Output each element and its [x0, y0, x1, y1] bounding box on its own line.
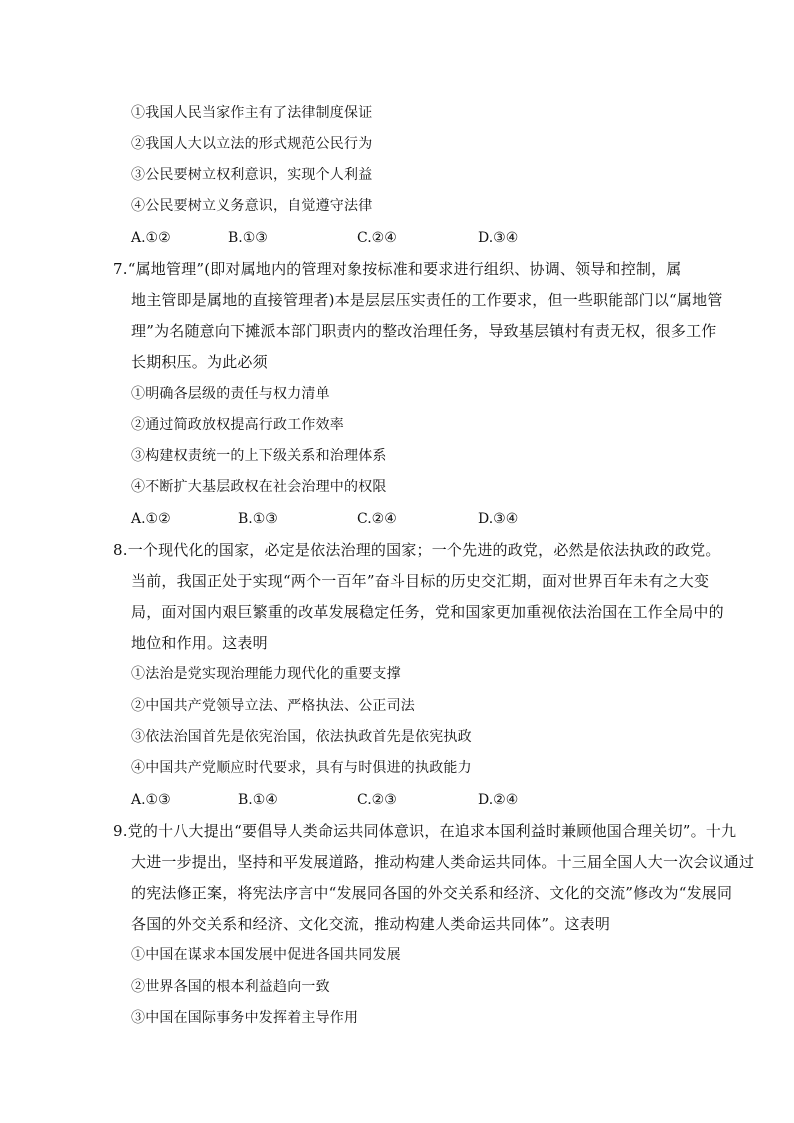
q7-choice-a: A.①②: [131, 511, 171, 527]
q6-option-2: ②我国人大以立法的形式规范公民行为: [131, 136, 373, 152]
q9-stem-line-4: 各国的外交关系和经济、文化交流，推动构建人类命运共同体”。这表明: [131, 915, 611, 933]
q9-option-2: ②世界各国的根本利益趋向一致: [131, 979, 330, 995]
q6-option-4: ④公民要树立义务意识，自觉遵守法律: [131, 198, 373, 214]
q7-stem-line-3: 理”为名随意向下摊派本部门职责内的整改治理任务，导致基层镇村有责无权，很多工作: [131, 322, 717, 340]
q8-option-1: ①法治是党实现治理能力现代化的重要支撑: [131, 666, 401, 682]
q8-option-2: ②中国共产党领导立法、严格执法、公正司法: [131, 698, 415, 714]
q9-stem-line-3: 的宪法修正案，将宪法序言中“发展同各国的外交关系和经济、文化的交流”修改为“发展同: [131, 884, 733, 902]
q7-stem-line-2: 地主管即是属地的直接管理者)本是层层压实责任的工作要求，但一些职能部门以“属地管: [131, 291, 723, 309]
q8-stem-line-1: 8.一个现代化的国家，必定是依法治理的国家；一个先进的政党，必然是依法执政的政党。: [113, 541, 721, 559]
q8-stem-line-4: 地位和作用。这表明: [131, 634, 268, 652]
q6-choice-c: C.②④: [357, 230, 397, 246]
q8-choice-d: D.②④: [478, 792, 519, 808]
q8-choice-c: C.②③: [357, 792, 397, 808]
q7-option-3: ③构建权责统一的上下级关系和治理体系: [131, 448, 387, 464]
q6-choice-a: A.①②: [131, 230, 171, 246]
q8-choice-a: A.①③: [131, 792, 171, 808]
q6-choice-d: D.③④: [478, 230, 519, 246]
q7-option-2: ②通过简政放权提高行政工作效率: [131, 417, 344, 433]
q9-stem-line-2: 大进一步提出，坚持和平发展道路，推动构建人类命运共同体。十三届全国人大一次会议通过: [131, 853, 755, 871]
q6-option-3: ③公民要树立权利意识，实现个人利益: [131, 167, 373, 183]
q7-stem-line-4: 长期积压。为此必须: [131, 353, 268, 371]
q7-choice-d: D.③④: [478, 511, 519, 527]
q7-option-4: ④不断扩大基层政权在社会治理中的权限: [131, 479, 387, 495]
q8-option-3: ③依法治国首先是依宪治国，依法执政首先是依宪执政: [131, 729, 472, 745]
q9-stem-line-1: 9.党的十八大提出“要倡导人类命运共同体意识，在追求本国利益时兼顾他国合理关切”。十九: [113, 822, 737, 840]
q8-stem-line-3: 局，面对国内艰巨繁重的改革发展稳定任务，党和国家更加重视依法治国在工作全局中的: [131, 603, 724, 621]
q6-choice-b: B.①③: [228, 230, 268, 246]
q9-option-1: ①中国在谋求本国发展中促进各国共同发展: [131, 947, 401, 963]
q7-stem-line-1: 7.“属地管理”(即对属地内的管理对象按标准和要求进行组织、协调、领导和控制，属: [113, 260, 682, 278]
q8-choice-b: B.①④: [238, 792, 278, 808]
q8-option-4: ④中国共产党顺应时代要求，具有与时俱进的执政能力: [131, 760, 472, 776]
q6-option-1: ①我国人民当家作主有了法律制度保证: [131, 105, 373, 121]
q7-choice-c: C.②④: [357, 511, 397, 527]
q8-stem-line-2: 当前，我国正处于实现“两个一百年”奋斗目标的历史交汇期，面对世界百年未有之大变: [131, 572, 710, 590]
q9-option-3: ③中国在国际事务中发挥着主导作用: [131, 1010, 359, 1026]
q7-choice-b: B.①③: [238, 511, 278, 527]
q7-option-1: ①明确各层级的责任与权力清单: [131, 386, 330, 402]
